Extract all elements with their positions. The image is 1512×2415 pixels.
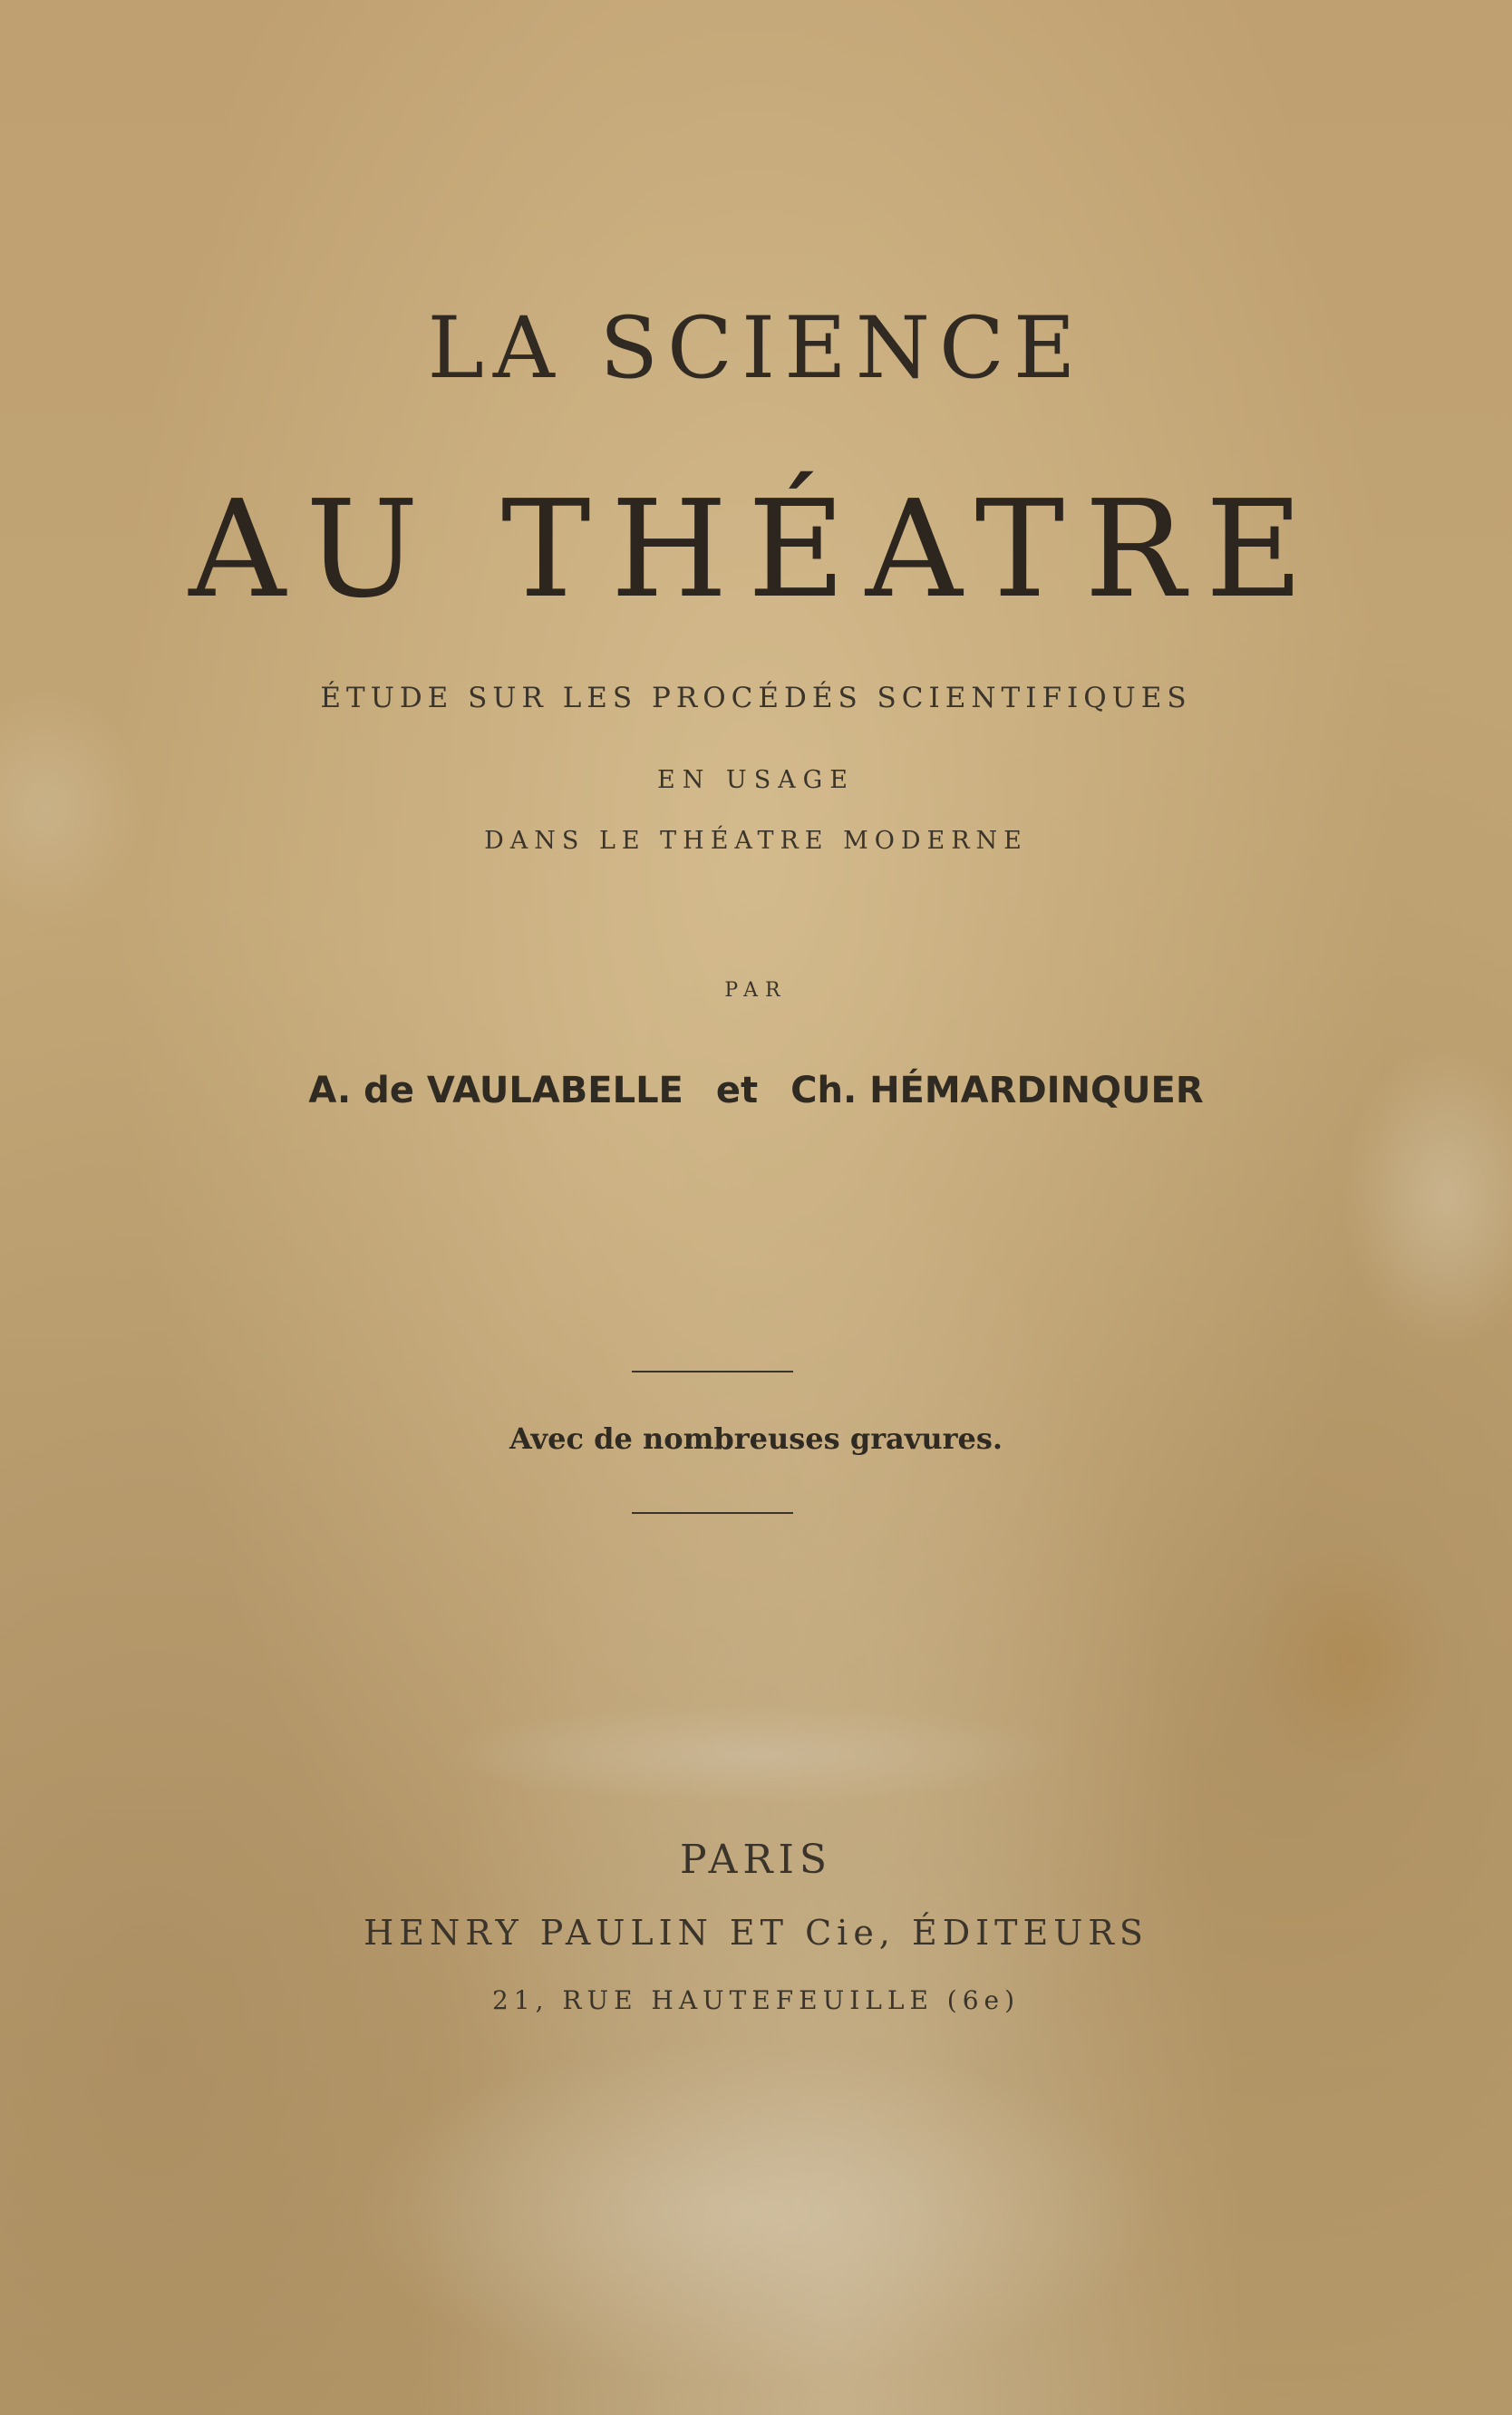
- author-conjunction: et: [715, 1070, 759, 1111]
- publisher-address: 21, RUE HAUTEFEUILLE (6e): [491, 1985, 1021, 2015]
- subtitle-line-2: EN USAGE: [657, 766, 855, 794]
- subtitle-line-1: ÉTUDE SUR LES PROCÉDÉS SCIENTIFIQUES: [320, 682, 1192, 714]
- by-label: PAR: [724, 979, 788, 1002]
- author-1: A. de VAULABELLE: [308, 1070, 683, 1111]
- author-2: Ch. HÉMARDINQUER: [790, 1070, 1204, 1111]
- authors: [0, 1070, 1512, 1111]
- paper-stain: [0, 689, 145, 925]
- illustrations-note: Avec de nombreuses gravures.: [509, 1421, 1003, 1456]
- subtitle-line-3: DANS LE THÉATRE MODERNE: [484, 827, 1028, 855]
- title-line-1: LA SCIENCE: [427, 299, 1085, 398]
- publisher-name: HENRY PAULIN ET Cie, ÉDITEURS: [363, 1913, 1149, 1953]
- rule-bottom: [632, 1512, 793, 1514]
- paper-stain: [344, 2040, 1160, 2384]
- publication-city: PARIS: [680, 1837, 832, 1883]
- paper-stain: [435, 1704, 1070, 1804]
- paper-stain: [1251, 1541, 1450, 1777]
- title-line-2: AU THÉATRE: [189, 471, 1323, 627]
- rule-top: [632, 1371, 793, 1372]
